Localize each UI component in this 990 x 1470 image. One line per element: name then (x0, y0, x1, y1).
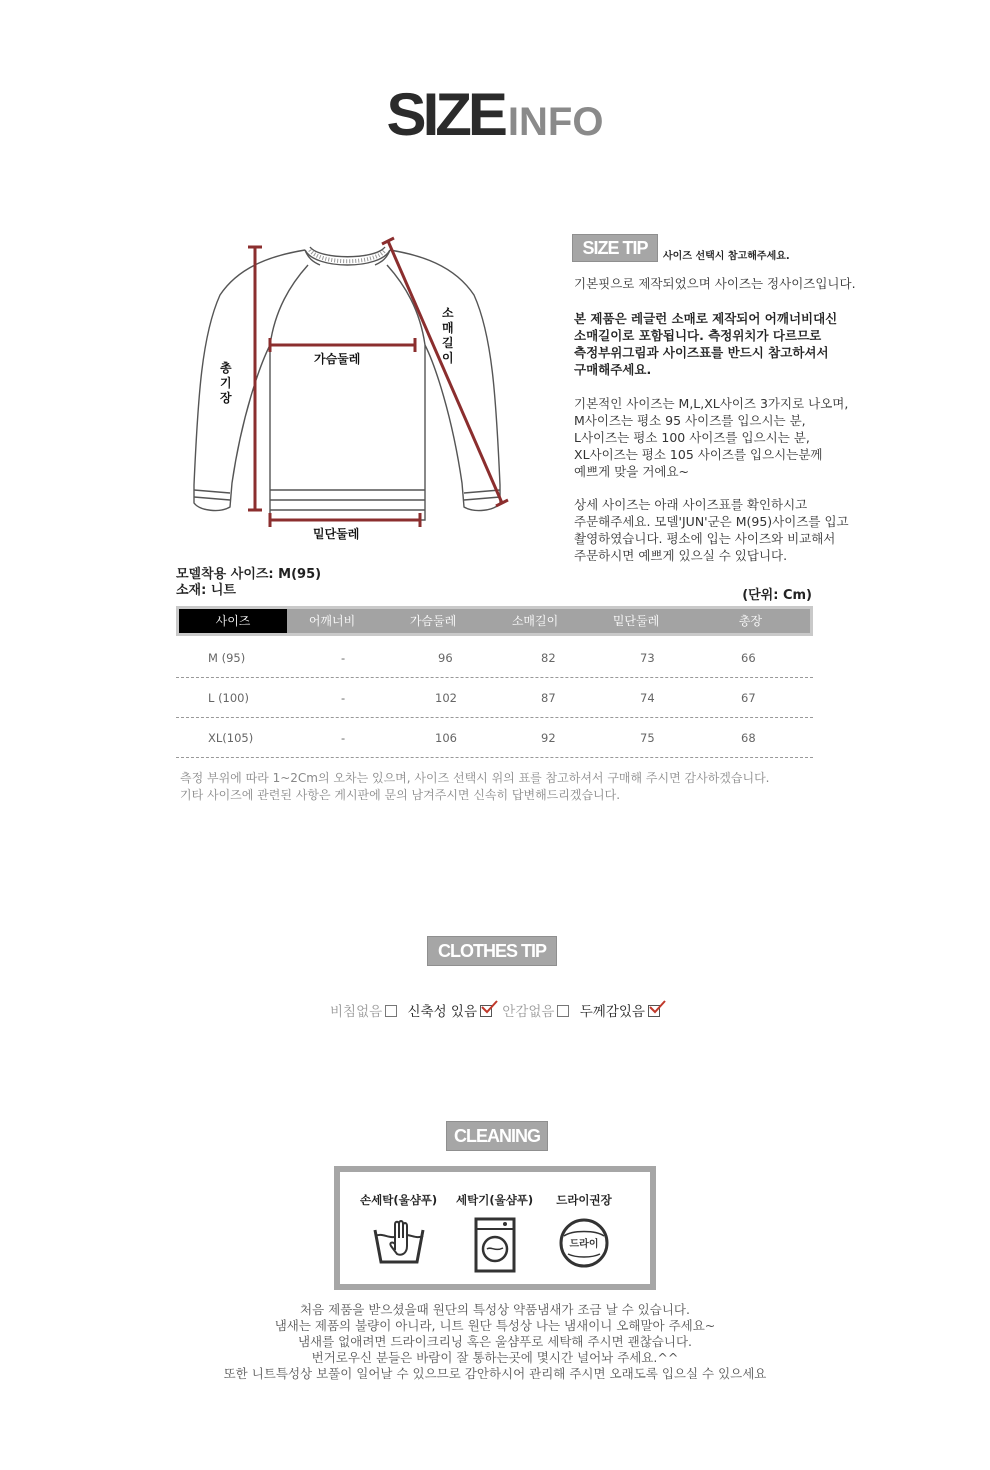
check-label: 두께감있음 (579, 1004, 645, 1020)
cell-chest: 106 (435, 731, 457, 745)
cell-shoulder: - (341, 651, 346, 665)
care-dry-clean (556, 1192, 612, 1270)
model-info (176, 567, 321, 599)
table-row (176, 678, 813, 718)
notice-line: 번거로우신 분들은 바람이 잘 통하는곳에 몇시간 널어놔 주세요.^^ (311, 1350, 679, 1365)
cell-chest: 96 (438, 651, 453, 665)
sleeve-char-2: 매 (442, 321, 454, 335)
cell-shoulder: - (341, 691, 346, 705)
size-table-header (176, 606, 813, 636)
care-label: 세탁기(울샴푸) (456, 1193, 534, 1207)
cell-sleeve: 92 (541, 731, 556, 745)
tip-line: 기본핏으로 제작되었으며 사이즈는 정사이즈입니다. (574, 276, 856, 291)
page-title (0, 80, 990, 149)
notice-line: 냄새는 제품의 불량이 아니라, 니트 원단 특성상 나는 냄새이니 오해말아 주세요~ (274, 1318, 716, 1333)
material: 소재: 니트 (176, 583, 236, 598)
check-item-lining (502, 1004, 569, 1020)
sleeve-char-1: 소 (442, 306, 454, 320)
footnote-line: 기타 사이즈에 관련된 사항은 게시판에 문의 남겨주시면 신속히 답변해드리겠습니다. (180, 788, 621, 802)
header-sleeve: 소매길이 (511, 614, 559, 628)
tip-line: 주문하시면 예쁘게 있으실 수 있답니다. (574, 548, 788, 563)
tip-line: 소매길이로 포함됩니다. 측정위치가 다르므로 (574, 328, 822, 343)
check-label: 안감없음 (502, 1004, 555, 1020)
cell-size: M (95) (208, 651, 246, 665)
total-length-char-2: 기 (220, 376, 232, 390)
tip-line: L사이즈는 평소 100 사이즈를 입으시는 분, (574, 430, 810, 445)
care-label: 드라이권장 (556, 1193, 612, 1207)
tip-line: 주문해주세요. 모델'JUN'군은 M(95)사이즈를 입고 (574, 514, 849, 529)
clothes-tip-badge: CLOTHES TIP (427, 936, 557, 966)
hand-wash-icon (369, 1216, 429, 1268)
notice-line: 처음 제품을 받으셨을때 원단의 특성상 약품냄새가 조금 날 수 있습니다. (300, 1302, 690, 1317)
cell-total-length: 68 (741, 731, 756, 745)
table-row (176, 638, 813, 678)
check-item-thickness (580, 1004, 660, 1020)
header-shoulder: 어깨너비 (308, 614, 356, 628)
tip-line: 본 제품은 레글런 소매로 제작되어 어깨너비대신 (574, 311, 838, 326)
cleaning-notice (0, 1302, 990, 1382)
tip-line: 상세 사이즈는 아래 사이즈표를 확인하시고 (574, 497, 808, 512)
sleeve-char-3: 길 (442, 336, 454, 350)
title-info: INFO (507, 100, 604, 144)
care-washing-machine (456, 1192, 533, 1274)
dry-clean-icon (556, 1216, 612, 1270)
header-total-length: 총장 (738, 614, 763, 628)
cell-total-length: 66 (741, 651, 756, 665)
cell-size: XL(105) (208, 731, 254, 745)
header-chest: 가슴둘레 (409, 614, 457, 628)
check-label: 비침없음 (330, 1004, 383, 1020)
tip-line: 측정부위그림과 사이즈표를 반드시 참고하셔서 (574, 345, 829, 360)
cell-size: L (100) (208, 691, 249, 705)
measurement-footnote (180, 770, 769, 804)
checkbox-checked-icon (648, 1005, 660, 1017)
model-size: 모델착용 사이즈: M(95) (176, 567, 322, 582)
size-tip-para-3 (574, 395, 848, 480)
sleeve-char-4: 이 (442, 351, 454, 365)
size-tip-para-1 (574, 275, 856, 292)
care-label: 손세탁(울샴푸) (360, 1193, 438, 1207)
cell-hem: 73 (640, 651, 655, 665)
checkbox-icon (557, 1005, 569, 1017)
cell-sleeve: 87 (541, 691, 556, 705)
notice-line: 냄새를 없애려면 드라이크리닝 혹은 울샴푸로 세탁해 주시면 괜찮습니다. (297, 1334, 693, 1349)
size-tip-para-2 (574, 310, 837, 378)
tip-line: 구매해주세요. (574, 362, 652, 377)
check-item-stretch (407, 1004, 492, 1020)
dry-clean-icon-text: 드라이 (569, 1239, 599, 1250)
total-length-char-3: 장 (220, 391, 232, 405)
care-instructions-box (334, 1166, 656, 1290)
tip-line: 촬영하였습니다. 평소에 입는 사이즈와 비교해서 (574, 531, 836, 546)
checkbox-checked-icon (480, 1005, 492, 1017)
check-item-sheer (330, 1004, 397, 1020)
cell-chest: 102 (435, 691, 457, 705)
cell-sleeve: 82 (541, 651, 556, 665)
care-hand-wash (360, 1192, 437, 1268)
cell-hem: 75 (640, 731, 655, 745)
title-size: SIZE (386, 81, 504, 148)
total-length-char-1: 총 (220, 361, 232, 375)
cell-shoulder: - (341, 731, 346, 745)
tip-line: 기본적인 사이즈는 M,L,XL사이즈 3가지로 나오며, (574, 396, 849, 411)
table-row (176, 718, 813, 758)
unit-label: (단위: Cm) (742, 588, 812, 603)
check-label: 신축성 있음 (407, 1004, 477, 1020)
cleaning-badge: CLEANING (446, 1121, 548, 1151)
notice-line: 또한 니트특성상 보풀이 일어날 수 있으므로 감안하시어 관리해 주시면 오래도록 입으실 수 있으세요 (223, 1366, 767, 1381)
hem-label: 밑단둘레 (313, 527, 360, 541)
footnote-line: 측정 부위에 따라 1~2Cm의 오차는 있으며, 사이즈 선택시 위의 표를 참고하셔서 구매해 주시면 감사하겠습니다. (180, 771, 770, 785)
tip-line: 예쁘게 맞을 거에요~ (574, 464, 690, 479)
cell-total-length: 67 (741, 691, 756, 705)
size-tip-caption: 사이즈 선택시 참고해주세요. (663, 251, 790, 262)
checkbox-icon (385, 1005, 397, 1017)
header-size: 사이즈 (179, 609, 287, 633)
chest-label: 가슴둘레 (314, 352, 361, 366)
tip-line: XL사이즈는 평소 105 사이즈를 입으시는분께 (574, 447, 823, 462)
sweater-measurement-diagram (180, 225, 520, 555)
header-hem: 밑단둘레 (612, 614, 660, 628)
tip-line: M사이즈는 평소 95 사이즈를 입으시는 분, (574, 413, 806, 428)
size-tip-badge: SIZE TIP (572, 234, 658, 262)
clothes-tip-checklist (0, 1000, 990, 1020)
washing-machine-icon (470, 1216, 520, 1274)
size-tip-para-4 (574, 496, 849, 564)
cell-hem: 74 (640, 691, 655, 705)
